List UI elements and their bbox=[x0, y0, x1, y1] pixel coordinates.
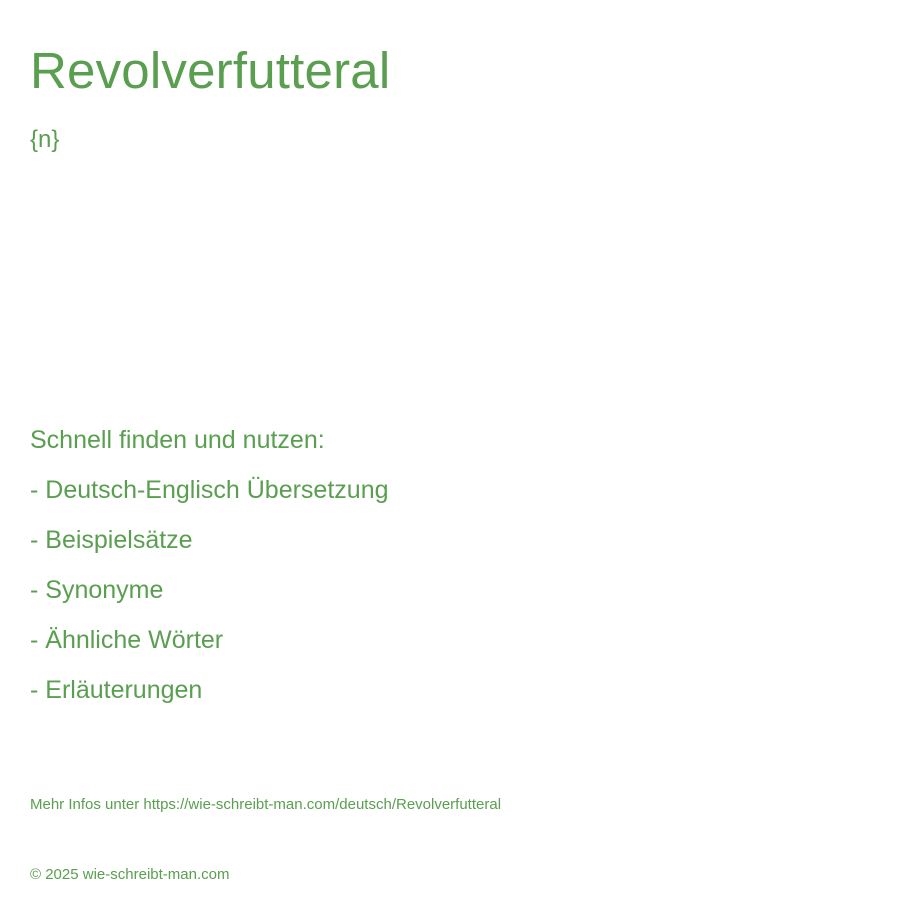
feature-item-synonyms: - Synonyme bbox=[30, 576, 164, 604]
feature-item-translation: - Deutsch-Englisch Übersetzung bbox=[30, 476, 389, 504]
more-info-link[interactable]: Mehr Infos unter https://wie-schreibt-man.com/deutsch/Revolverfutteral bbox=[30, 796, 502, 813]
page-title: Revolverfutteral bbox=[30, 42, 391, 99]
feature-item-explanations: - Erläuterungen bbox=[30, 676, 203, 704]
copyright-notice: © 2025 wie-schreibt-man.com bbox=[30, 866, 230, 883]
feature-item-example-sentences: - Beispielsätze bbox=[30, 526, 193, 554]
feature-list bbox=[30, 424, 389, 724]
feature-item-similar-words: - Ähnliche Wörter bbox=[30, 626, 224, 654]
gender-label: {n} bbox=[30, 126, 60, 153]
feature-list-heading: Schnell finden und nutzen: bbox=[30, 426, 325, 454]
